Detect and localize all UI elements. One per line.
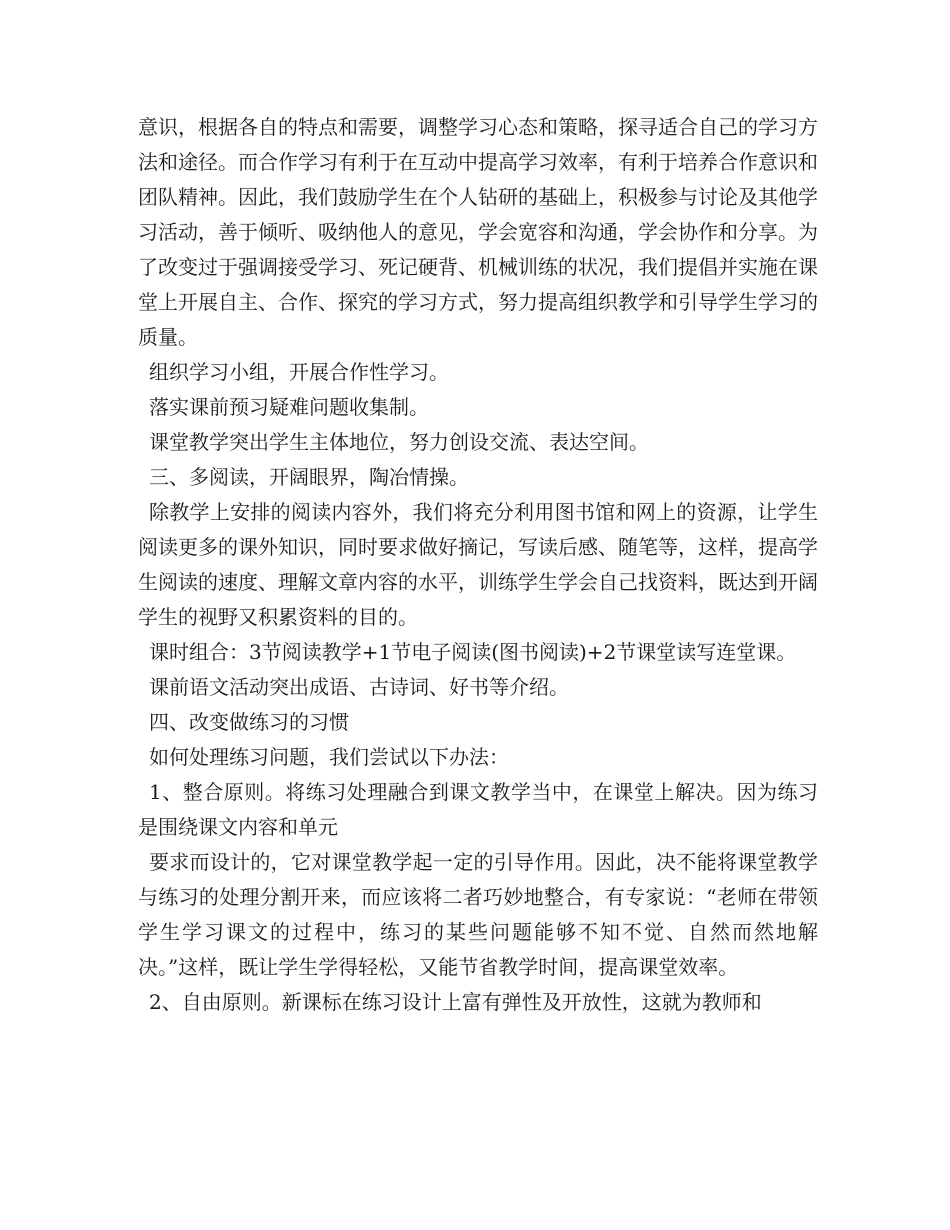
paragraph-3: 落实课前预习疑难问题收集制。 (149, 395, 429, 419)
paragraph-2: 组织学习小组，开展合作性学习。 (149, 360, 449, 384)
paragraph-6: 除教学上安排的阅读内容外，我们将充分利用图书馆和网上的资源，让学生阅读更多的课外知识，同时要求做好摘记，写读后感、随笔等，这样，提高学生阅读的速度、理解文章内容的水平，训练学生学会自己找资料，既达到开阔学生的视野又积累资料的目的。 (138, 500, 818, 629)
document-page (138, 110, 818, 1020)
paragraph-7: 课时组合：3节阅读教学+1节电子阅读(图书阅读)+2节课堂读写连堂课。 (149, 640, 797, 664)
paragraph-11: 1、整合原则。将练习处理融合到课文教学当中，在课堂上解决。因为练习是围绕课文内容和单元 (138, 780, 818, 839)
paragraph-10: 如何处理练习问题，我们尝试以下办法： (149, 745, 509, 769)
paragraph-12: 要求而设计的，它对课堂教学起一定的引导作用。因此，决不能将课堂教学与练习的处理分割开来，而应该将二者巧妙地整合，有专家说：“老师在带领学生学习课文的过程中，练习的某些问题能够不知不觉、自然而然地解决。”这样，既让学生学得轻松，又能节省教学时间，提高课堂效率。 (138, 850, 818, 979)
paragraph-4: 课堂教学突出学生主体地位，努力创设交流、表达空间。 (149, 430, 649, 454)
paragraph-8: 课前语文活动突出成语、古诗词、好书等介绍。 (149, 675, 569, 699)
section-heading-4: 四、改变做练习的习惯 (149, 710, 349, 734)
paragraph-1: 意识，根据各自的特点和需要，调整学习心态和策略，探寻适合自己的学习方法和途径。而合作学习有利于在互动中提高学习效率，有利于培养合作意识和团队精神。因此，我们鼓励学生在个人钻研的基础上，积极参与讨论及其他学习活动，善于倾听、吸纳他人的意见，学会宽容和沟通，学会协作和分享。为了改变过于强调接受学习、死记硬背、机械训练的状况，我们提倡并实施在课堂上开展自主、合作、探究的学习方式，努力提高组织教学和引导学生学习的质量。 (138, 115, 818, 349)
paragraph-13: 2、自由原则。新课标在练习设计上富有弹性及开放性，这就为教师和 (149, 990, 762, 1014)
section-heading-3: 三、多阅读，开阔眼界，陶冶情操。 (149, 465, 469, 489)
